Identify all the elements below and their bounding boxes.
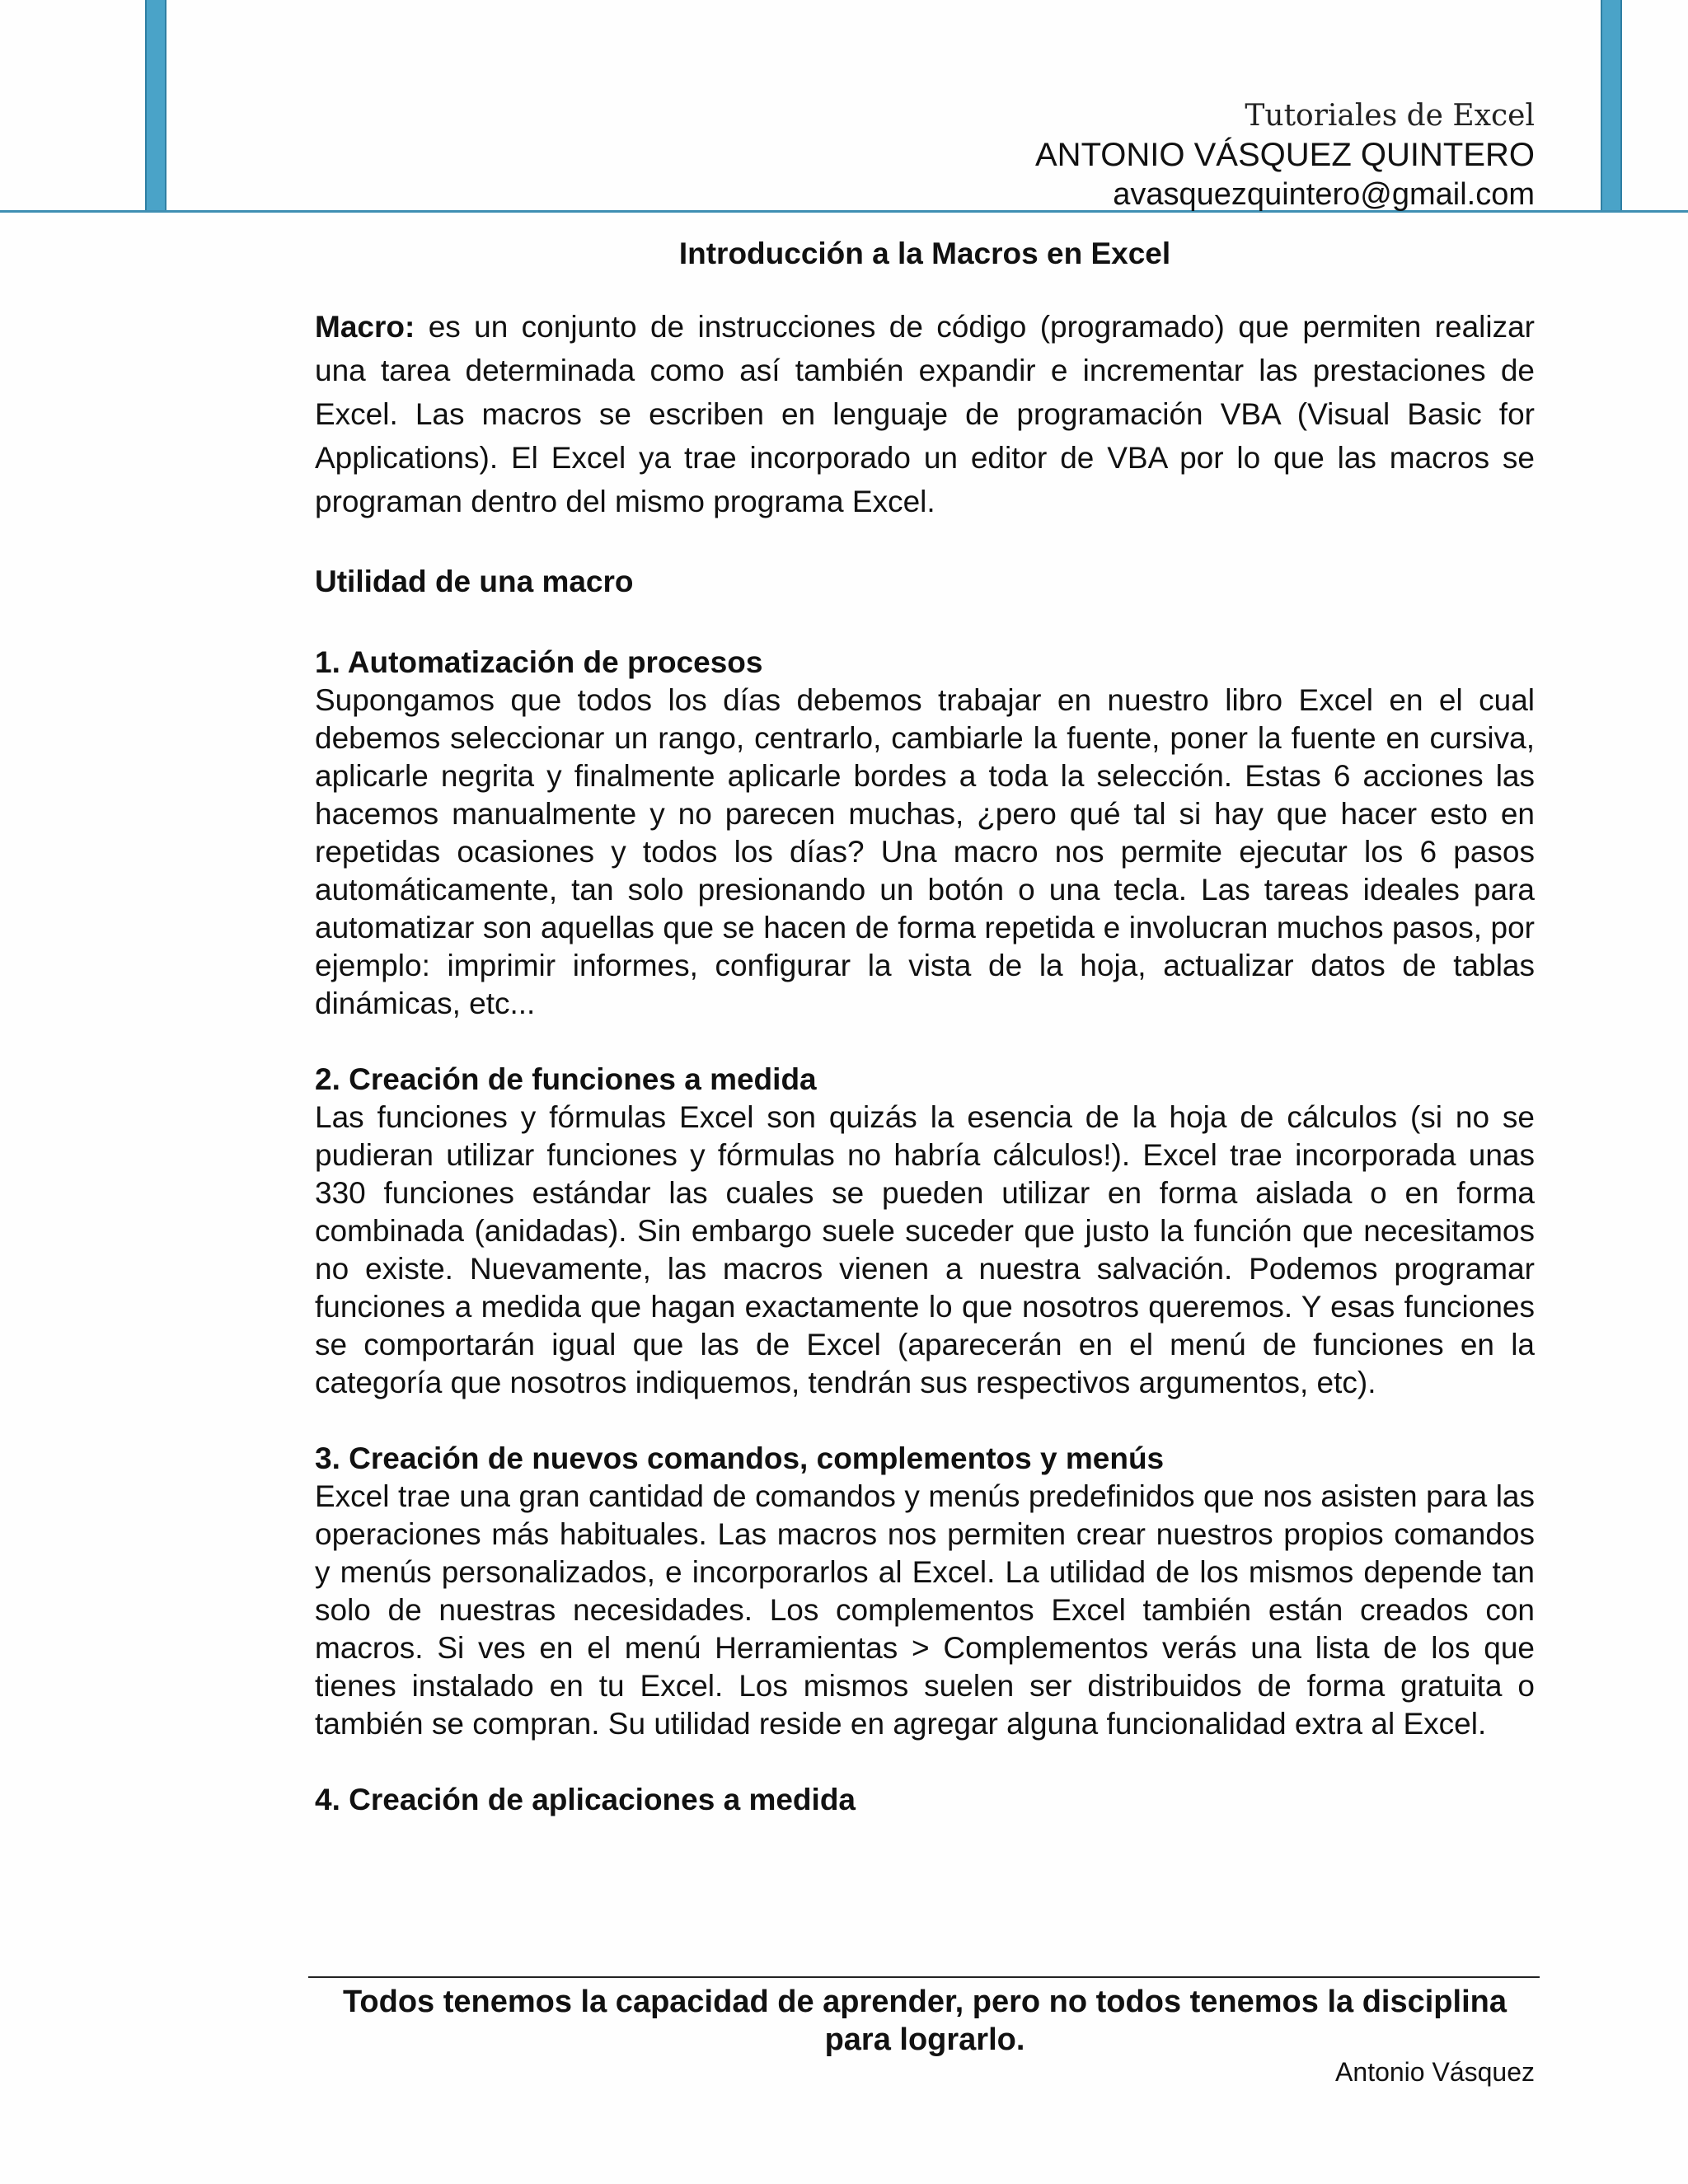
section-body: Las funciones y fórmulas Excel son quizás la esencia de la hoja de cálculos (si no se pudieran utilizar funciones y fórmulas no habría cálculos!). Excel trae incorporada unas 330 funciones estándar las cuales se pueden utilizar en forma aislada o en forma combinada (anidadas). Sin embargo suele suceder que justo la función que necesitamos no existe. Nuevamente, las macros vienen a nuestra salvación. Podemos programar funciones a medida que hagan exactamente lo que nosotros queremos. Y esas funciones se comportarán igual que las de Excel (aparecerán en el menú de funciones en la categoría que nosotros indiquemos, tendrán sus respectivos argumentos, etc). xyxy=(315,1100,1535,1399)
section-3 xyxy=(315,1440,1535,1743)
document-body xyxy=(315,231,1535,1819)
header-author-name: ANTONIO VÁSQUEZ QUINTERO xyxy=(1035,137,1535,173)
utility-heading: Utilidad de una macro xyxy=(315,565,634,598)
section-heading: 1. Automatización de procesos xyxy=(315,645,763,679)
footer-divider xyxy=(308,1976,1540,1978)
intro-term: Macro: xyxy=(315,310,415,344)
footer-signature: Antonio Vásquez xyxy=(1335,2057,1535,2087)
header-accent-bar-left xyxy=(145,0,166,210)
intro-text: es un conjunto de instrucciones de código (programado) que permiten realizar una tarea determinada como así también expandir e incrementar las prestaciones de Excel. Las macros se escriben en lenguaje de programación VBA (Visual Basic for Applications). El Excel ya trae incorporado un editor de VBA por lo que las macros se programan dentro del mismo programa Excel. xyxy=(315,310,1535,518)
section-heading: 2. Creación de funciones a medida xyxy=(315,1062,817,1096)
section-body: Supongamos que todos los días debemos trabajar en nuestro libro Excel en el cual debemos seleccionar un rango, centrarlo, cambiarle la fuente, poner la fuente en cursiva, aplicarle negrita y finalmente aplicarle bordes a toda la selección. Estas 6 acciones las hacemos manualmente y no parecen muchas, ¿pero qué tal si hay que hacer esto en repetidas ocasiones y todos los días? Una macro nos permite ejecutar los 6 pasos automáticamente, tan solo presionando un botón o una tecla. Las tareas ideales para automatizar son aquellas que se hacen de forma repetida e involucran muchos pasos, por ejemplo: imprimir informes, configurar la vista de la hoja, actualizar datos de tablas dinámicas, etc... xyxy=(315,683,1535,1020)
section-1 xyxy=(315,644,1535,1023)
section-2 xyxy=(315,1061,1535,1402)
section-4 xyxy=(315,1781,1535,1819)
header-email: avasquezquintero@gmail.com xyxy=(1113,177,1535,212)
header-series-title: Tutoriales de Excel xyxy=(1245,99,1535,133)
section-body: Excel trae una gran cantidad de comandos y menús predefinidos que nos asisten para las operaciones más habituales. Las macros nos permiten crear nuestros propios comandos y menús personalizados, e incorporarlos al Excel. La utilidad de los mismos depende tan solo de nuestras necesidades. Los complementos Excel también están creados con macros. Si ves en el menú Herramientas > Complementos verás una lista de los que tienes instalado en tu Excel. Los mismos suelen ser distribuidos de forma gratuita o también se compran. Su utilidad reside en agregar alguna funcionalidad extra al Excel. xyxy=(315,1479,1535,1741)
section-heading: 3. Creación de nuevos comandos, complementos y menús xyxy=(315,1441,1165,1475)
page-header xyxy=(710,97,1535,214)
page-title: Introducción a la Macros en Excel xyxy=(678,237,1171,270)
section-heading: 4. Creación de aplicaciones a medida xyxy=(315,1783,856,1816)
intro-paragraph xyxy=(315,305,1535,523)
header-accent-bar-right xyxy=(1601,0,1622,210)
footer-quote: Todos tenemos la capacidad de aprender, pero no todos tenemos la disciplina para lograrlo. xyxy=(343,1985,1507,2057)
